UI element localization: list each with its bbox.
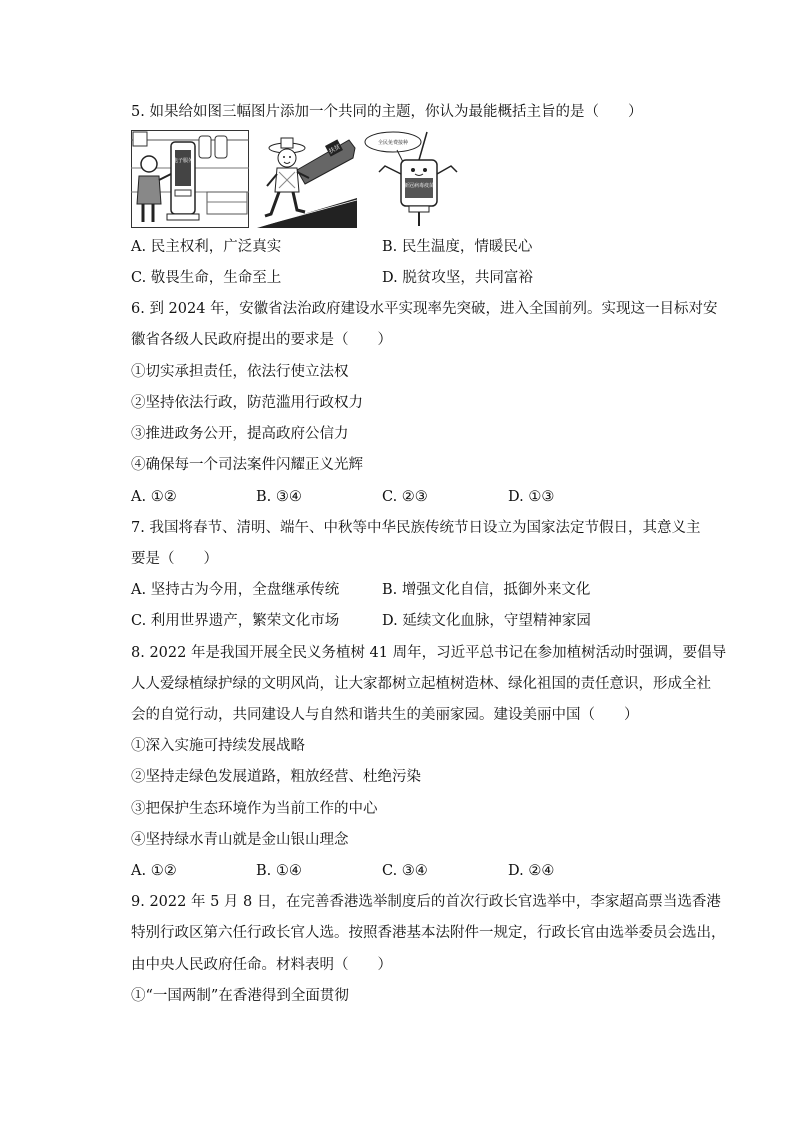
q8-option-a[interactable]: A. ①②	[131, 863, 177, 879]
q5-option-a[interactable]: A. 民主权利，广泛真实	[131, 239, 282, 255]
q6-option-d[interactable]: D. ①③	[508, 489, 555, 505]
q8-stem-line-1: 8. 2022 年是我国开展全民义务植树 41 周年，习近平总书记在参加植树活动时强调，要倡导	[131, 645, 727, 661]
q9-stem-line-1: 9. 2022 年 5 月 8 日，在完善香港选举制度后的首次行政长官选举中，李家超高票当选香港	[131, 894, 721, 910]
q5-option-d[interactable]: D. 脱贫攻坚，共同富裕	[382, 270, 533, 286]
q8-item-2: ②坚持走绿色发展道路，粗放经营、杜绝污染	[131, 769, 421, 785]
q8-option-c[interactable]: C. ③④	[382, 863, 428, 879]
q6-item-3: ③推进政务公开，提高政府公信力	[131, 426, 349, 442]
q5-option-c[interactable]: C. 敬畏生命，生命至上	[131, 270, 282, 286]
q9-stem-line-3: 由中央人民政府任命。材料表明（ ）	[131, 957, 392, 973]
q7-option-c[interactable]: C. 利用世界遗产，繁荣文化市场	[131, 613, 340, 629]
q6-option-c[interactable]: C. ②③	[382, 489, 428, 505]
q8-option-b[interactable]: B. ①④	[256, 863, 302, 879]
kiosk-label: 电子服务	[172, 158, 194, 164]
q7-option-d[interactable]: D. 延续文化血脉，守望精神家园	[382, 613, 591, 629]
q6-option-a[interactable]: A. ①②	[131, 489, 177, 505]
q8-stem-line-3: 会的自觉行动，共同建设人与自然和谐共生的美丽家园。建设美丽中国（ ）	[131, 707, 639, 723]
q9-stem-line-2: 特别行政区第六任行政长官人选。按照香港基本法附件一规定，行政长官由选举委员会选出，	[131, 925, 726, 941]
q6-item-1: ①切实承担责任，依法行使立法权	[131, 364, 349, 380]
q8-option-d[interactable]: D. ②④	[508, 863, 555, 879]
poverty-relief-illustration	[257, 130, 357, 228]
q7-stem-line-1: 7. 我国将春节、清明、端午、中秋等中华民族传统节日设立为国家法定节假日，其意义主	[131, 520, 701, 536]
q9-item-1: ①“一国两制”在香港得到全面贯彻	[131, 988, 349, 1004]
q6-item-4: ④确保每一个司法案件闪耀正义光辉	[131, 457, 363, 473]
q5-option-b[interactable]: B. 民生温度，情暖民心	[382, 239, 533, 255]
q8-stem-line-2: 人人爱绿植绿护绿的文明风尚，让大家都树立起植树造林、绿化祖国的责任意识，形成全社	[131, 676, 711, 692]
speech-bubble-text: 全民免费接种	[377, 140, 409, 146]
q6-item-2: ②坚持依法行政，防范滥用行政权力	[131, 395, 363, 411]
q6-stem-line-1: 6. 到 2024 年，安徽省法治政府建设水平实现率先突破，进入全国前列。实现这一目标对安	[131, 301, 718, 317]
q8-item-3: ③把保护生态环境作为当前工作的中心	[131, 801, 378, 817]
q6-stem-line-2: 徽省各级人民政府提出的要求是（ ）	[131, 332, 392, 348]
q8-item-4: ④坚持绿水青山就是金山银山理念	[131, 832, 349, 848]
q5-figures	[131, 130, 461, 228]
q5-stem: 5. 如果给如图三幅图片添加一个共同的主题，你认为最能概括主旨的是（ ）	[131, 104, 643, 120]
q8-item-1: ①深入实施可持续发展战略	[131, 738, 305, 754]
kiosk-illustration	[131, 130, 249, 228]
vaccine-label: 新冠病毒疫苗	[403, 183, 435, 189]
poverty-relief-label: 扶贫	[327, 143, 342, 156]
q7-stem-line-2: 要是（ ）	[131, 551, 218, 567]
q6-option-b[interactable]: B. ③④	[256, 489, 302, 505]
vaccine-illustration	[363, 130, 461, 228]
q7-option-a[interactable]: A. 坚持古为今用，全盘继承传统	[131, 582, 340, 598]
q7-option-b[interactable]: B. 增强文化自信，抵御外来文化	[382, 582, 591, 598]
